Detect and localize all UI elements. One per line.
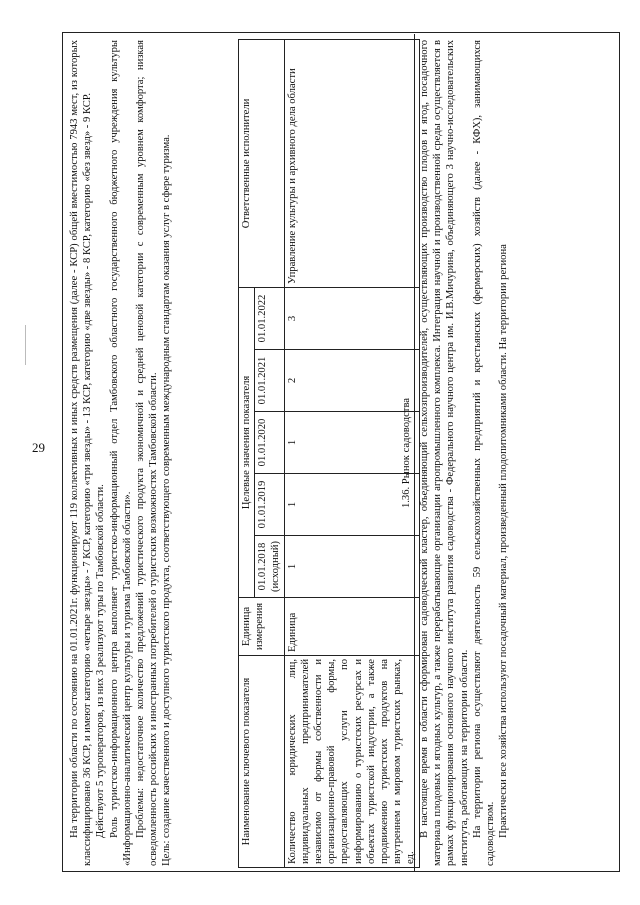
intro-paragraph-1: На территории области по состоянию на 01.01.2021г. функционируют 119 коллективных и иных средств размещения (далее - КСР) общей вместимостью 7943 мест, из которых классифицировано 36 КСР, и имеют категорию «четыре звезды» - 7 КСР, категорию «три звезды» - 13 КСР, категорию «две звезды» - 8 КСР, категорию «без звезд» - 9 КСР. <box>69 40 94 866</box>
intro-paragraph-2: Действуют 5 туроператоров, из них 3 реализуют туры по Тамбовской области. <box>95 484 107 838</box>
section2-paragraph-2: На территории региона осуществляют деятельность 59 сельскохозяйственных предприятий и крестьянских (фермерских) хозяйств (далее - КФХ), занимающихся садоводством. <box>471 40 497 866</box>
header-date: 01.01.2018 (исходный) <box>255 536 284 598</box>
value-cell: 1 <box>284 412 419 474</box>
responsible-cell: Управление культуры и архивного дела области <box>284 39 419 287</box>
header-unit: Единица измерения <box>239 598 285 656</box>
value-cell: 1 <box>284 536 419 598</box>
intro-paragraph-3: Роль туристско-информационного центра выполняет туристско-информационный отдел Тамбовского областного государственного бюджетного учреждения культуры «Информационно-аналитический центр культуры и туризма Тамбовской области». <box>108 40 133 866</box>
section2-paragraph-1: В настоящее время в области сформирован садоводческий кластер, объединяющий сельхозпроизводителей, осуществляющих производство плодов и ягод, посадочного материала плодовых и ягодных культур, а также перерабатывающие организации агропромышленного комплекса. Интеграция научной и производственной среды осуществляется в рамках функционирования основного научного института развития садоводства - Федерального научного центра им. И.В.Мичурина, объединяющего 3 научно-исследовательских института, работающих на территории области. <box>419 40 470 866</box>
section2-text <box>418 40 510 866</box>
value-cell: 3 <box>284 287 419 349</box>
kpi-table <box>238 39 420 868</box>
header-name: Наименование ключевого показателя <box>239 656 285 868</box>
indicator-name: Количество юридических лиц, индивидуальных предпринимателей независимо от формы собственности и организационно-правовой формы, предоставляющих услуги по информированию о туристских ресурсах и объектах туристской индустрии, а также продвижению туристских продуктов на внутреннем и мировом туристских рынках, ед. <box>284 656 419 868</box>
header-date: 01.01.2021 <box>255 350 284 412</box>
intro-paragraph-4: Проблемы: недостаточное количество предложений туристического продукта экономичной и средней ценовой категории с современным уровнем комфорта; низкая осведомленность российских и иностранных потребителей о туристских возможностях Тамбовской области. <box>135 40 160 866</box>
intro-paragraph-5: Цель: создание качественного и доступного туристского продукта, соответствующего современным международным стандартам оказания услуг в сфере туризма. <box>161 134 173 866</box>
value-cell: 2 <box>284 350 419 412</box>
header-targets: Целевые значения показателя <box>239 287 255 597</box>
rotated-page <box>62 32 622 872</box>
value-cell: 1 <box>284 474 419 536</box>
section-divider <box>414 34 415 872</box>
intro-text <box>68 40 174 866</box>
header-date: 01.01.2019 <box>255 474 284 536</box>
header-date: 01.01.2022 <box>255 287 284 349</box>
indicator-unit: Единица <box>284 598 419 656</box>
section-title: 1.36. Рынок садоводства <box>401 397 412 509</box>
page-number: 29 <box>32 440 45 455</box>
header-responsible: Ответственные исполнители <box>239 39 285 287</box>
section2-paragraph-3: Практически все хозяйства используют посадочный материал, произведенный плодопитомниками области. На территории региона <box>498 244 510 838</box>
scan-mark <box>25 325 26 365</box>
header-date: 01.01.2020 <box>255 412 284 474</box>
